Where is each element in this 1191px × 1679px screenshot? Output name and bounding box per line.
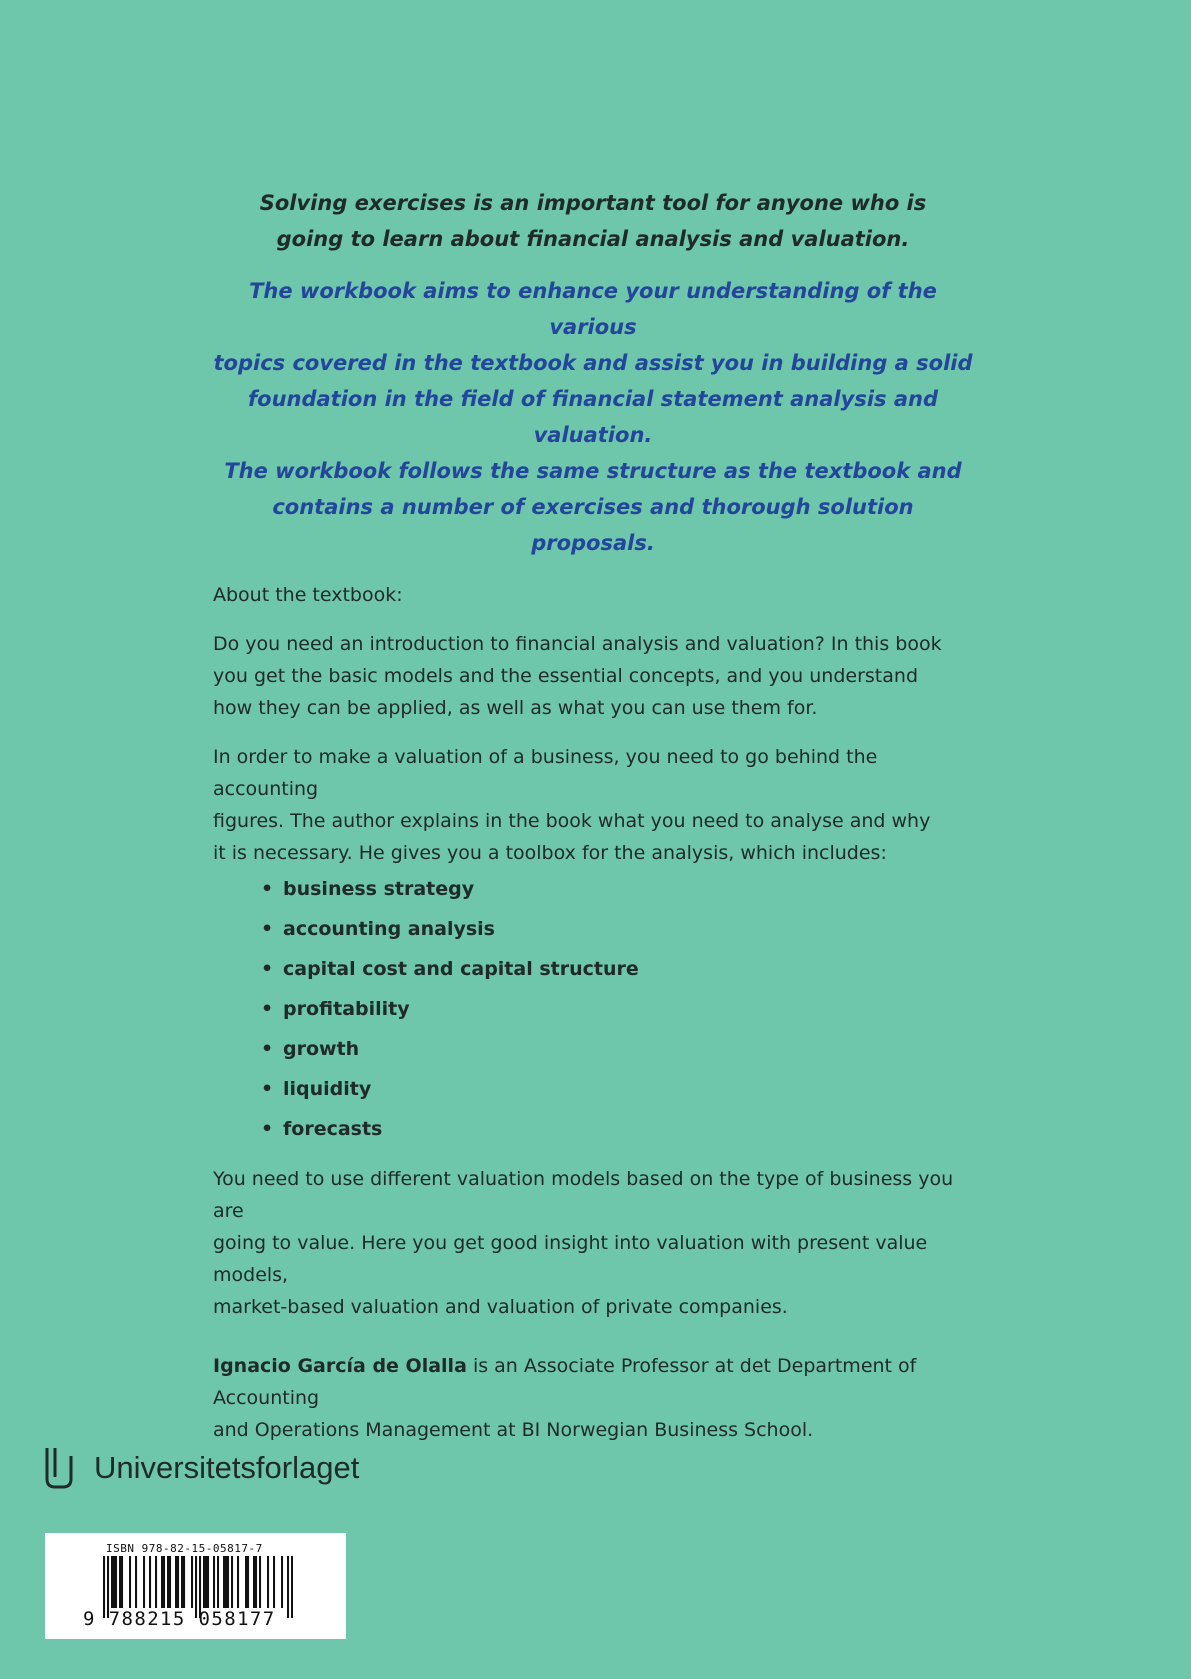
barcode-bar <box>175 1556 177 1608</box>
bullet-icon: • <box>261 958 274 980</box>
barcode-digits: 9 788215 058177 <box>83 1608 276 1630</box>
barcode-bar <box>183 1556 185 1608</box>
list-item-text: capital cost and capital structure <box>283 958 639 980</box>
barcode-bar <box>115 1556 117 1608</box>
list-item-text: liquidity <box>283 1078 372 1100</box>
list-item-text: business strategy <box>283 878 475 900</box>
barcode-bar <box>291 1556 293 1618</box>
barcode-bar <box>223 1556 225 1608</box>
paragraph-line: Do you need an introduction to financial analysis and valuation? In this book <box>213 633 942 655</box>
list-item <box>261 917 973 941</box>
bullet-icon: • <box>261 1118 274 1140</box>
list-item-text: forecasts <box>283 1118 383 1140</box>
workbook-line: The workbook aims to enhance your understanding of the various <box>249 279 937 339</box>
paragraph-line: it is necessary. He gives you a toolbox for the analysis, which includes: <box>213 842 887 864</box>
workbook-description <box>213 273 973 561</box>
bullet-icon: • <box>261 1038 274 1060</box>
list-item <box>261 877 973 901</box>
list-item-text: profitability <box>283 998 410 1020</box>
barcode-bar <box>245 1556 247 1608</box>
intro-statement <box>213 185 973 257</box>
barcode-bar <box>217 1556 219 1608</box>
list-item-text: growth <box>283 1038 360 1060</box>
barcode-bar <box>259 1556 261 1608</box>
barcode-bar <box>113 1556 115 1608</box>
barcode-bar <box>181 1556 183 1608</box>
author-bio-line <box>213 1350 973 1414</box>
barcode-bar <box>267 1556 269 1608</box>
intro-line: Solving exercises is an important tool for anyone who is <box>259 191 927 215</box>
author-name: Ignacio García de Olalla <box>213 1355 467 1377</box>
barcode-bar <box>287 1556 289 1618</box>
paragraph-line: you get the basic models and the essential concepts, and you understand <box>213 665 919 687</box>
barcode-bar <box>155 1556 157 1608</box>
author-bio-line: and Operations Management at BI Norwegian Business School. <box>213 1419 814 1441</box>
barcode-bar <box>281 1556 283 1608</box>
back-cover-text <box>213 185 973 1463</box>
isbn-label: ISBN 978-82-15-05817-7 <box>106 1542 263 1555</box>
publisher-brand <box>44 1447 359 1489</box>
barcode-bar <box>143 1556 145 1608</box>
toolbox-list <box>261 877 973 1141</box>
paragraph-line: You need to use different valuation models based on the type of business you are <box>213 1168 954 1222</box>
barcode-bar <box>169 1556 171 1608</box>
barcode-bar <box>253 1556 255 1608</box>
barcode-bar <box>213 1556 215 1608</box>
universitetsforlaget-logo-icon <box>44 1447 74 1489</box>
barcode-bar <box>161 1556 163 1608</box>
bullet-icon: • <box>261 998 274 1020</box>
author-bio <box>213 1350 973 1446</box>
bullet-icon: • <box>261 1078 274 1100</box>
paragraph-line: In order to make a valuation of a business, you need to go behind the accounting <box>213 746 878 800</box>
barcode-bar <box>205 1556 207 1608</box>
valuation-paragraph <box>213 1163 973 1323</box>
list-item <box>261 1077 973 1101</box>
barcode-bar <box>231 1556 233 1608</box>
paragraph-line: going to value. Here you get good insight into valuation with present value models, <box>213 1232 928 1286</box>
paragraph-line: figures. The author explains in the book what you need to analyse and why <box>213 810 931 832</box>
workbook-line: contains a number of exercises and thorough solution proposals. <box>272 495 914 555</box>
barcode-bar <box>111 1556 113 1608</box>
barcode-bar <box>255 1556 257 1608</box>
barcode-bar <box>135 1556 137 1608</box>
toolbox-paragraph <box>213 741 973 869</box>
barcode-bar <box>119 1556 121 1608</box>
list-item <box>261 1037 973 1061</box>
barcode-bar <box>225 1556 227 1608</box>
paragraph-line: how they can be applied, as well as what you can use them for. <box>213 697 818 719</box>
paragraph-line: market-based valuation and valuation of private companies. <box>213 1296 788 1318</box>
author-bio-text: is an Associate Professor at det Department of Accounting <box>213 1355 917 1409</box>
barcode-bar <box>191 1556 193 1608</box>
barcode-bar <box>177 1556 179 1608</box>
workbook-line: foundation in the field of financial statement analysis and valuation. <box>248 387 938 447</box>
list-item <box>261 997 973 1021</box>
barcode-bar <box>227 1556 229 1608</box>
barcode-bar <box>203 1556 205 1608</box>
barcode-bar <box>247 1556 249 1608</box>
barcode-bar <box>207 1556 209 1608</box>
intro-line: going to learn about financial analysis and valuation. <box>276 227 910 251</box>
bullet-icon: • <box>261 918 274 940</box>
workbook-line: topics covered in the textbook and assist you in building a solid <box>213 351 973 375</box>
barcode-bar <box>121 1556 123 1608</box>
barcode-bar <box>129 1556 131 1608</box>
about-heading <box>213 579 973 611</box>
workbook-line: The workbook follows the same structure as the textbook and <box>224 459 962 483</box>
barcode-bar <box>237 1556 239 1608</box>
barcode-bar <box>163 1556 165 1608</box>
barcode-bar <box>149 1556 151 1608</box>
list-item <box>261 1117 973 1141</box>
list-item <box>261 957 973 981</box>
barcode-bar <box>167 1556 169 1608</box>
barcode-bar <box>273 1556 275 1608</box>
isbn-barcode <box>45 1533 346 1639</box>
bullet-icon: • <box>261 878 274 900</box>
list-item-text: accounting analysis <box>283 918 495 940</box>
intro-paragraph <box>213 628 973 724</box>
about-heading-text: About the textbook: <box>213 584 403 606</box>
publisher-name: Universitetsforlaget <box>94 1450 360 1485</box>
